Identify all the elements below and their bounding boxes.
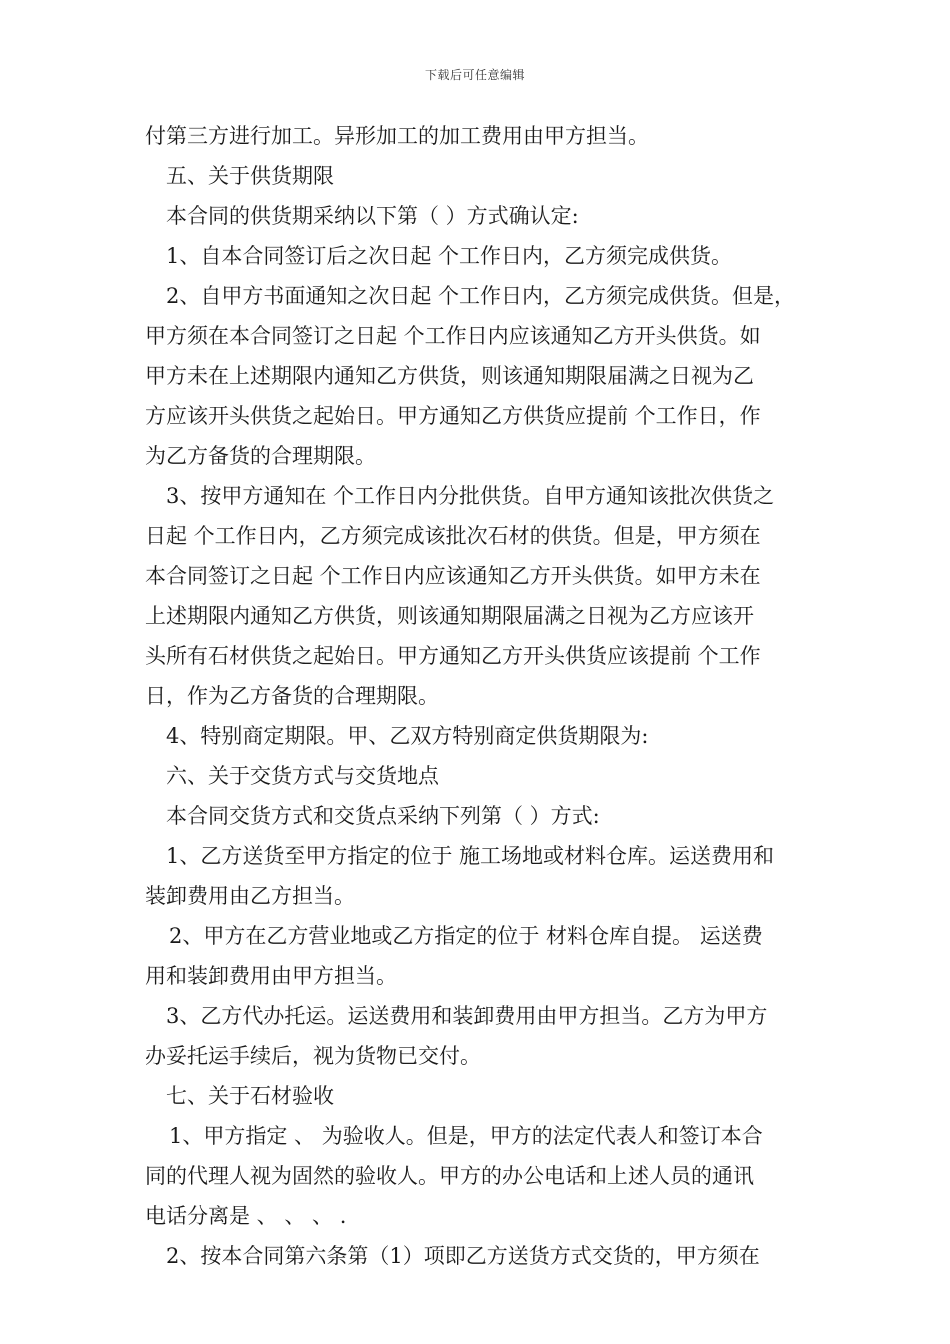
- list-item-4: 4、特别商定期限。甲、乙双方特别商定供货期限为:: [166, 724, 649, 748]
- list-item-2: 2、甲方在乙方营业地或乙方指定的位于 材料仓库自提。 运送费: [169, 924, 763, 948]
- paragraph-line: 甲方未在上述期限内通知乙方供货，则该通知期限届满之日视为乙: [145, 364, 754, 388]
- paragraph-line: 日起 个工作日内，乙方须完成该批次石材的供货。但是，甲方须在: [145, 524, 761, 548]
- paragraph-line: 本合同签订之日起 个工作日内应该通知乙方开头供货。如甲方未在: [145, 564, 761, 588]
- list-item-1: 1、甲方指定 、 为验收人。但是，甲方的法定代表人和签订本合: [169, 1124, 763, 1148]
- list-item-3: 3、按甲方通知在 个工作日内分批供货。自甲方通知该批次供货之: [166, 484, 775, 508]
- paragraph-line: 装卸费用由乙方担当。: [145, 884, 355, 908]
- list-item-3: 3、乙方代办托运。运送费用和装卸费用由甲方担当。乙方为甲方: [166, 1004, 768, 1028]
- list-item-1: 1、自本合同签订后之次日起 个工作日内，乙方须完成供货。: [166, 244, 733, 268]
- paragraph-line: 本合同的供货期采纳以下第（ ）方式确认定:: [166, 204, 579, 228]
- document-body: [145, 116, 825, 1276]
- paragraph-line: 方应该开头供货之起始日。甲方通知乙方供货应提前 个工作日，作: [145, 404, 761, 428]
- paragraph-line: 用和装卸费用由甲方担当。: [145, 964, 397, 988]
- paragraph-line: 为乙方备货的合理期限。: [145, 444, 376, 468]
- list-item-1: 1、乙方送货至甲方指定的位于 施工场地或材料仓库。运送费用和: [166, 844, 775, 868]
- paragraph-line: 办妥托运手续后，视为货物已交付。: [145, 1044, 481, 1068]
- paragraph-line: 头所有石材供货之起始日。甲方通知乙方开头供货应该提前 个工作: [145, 644, 761, 668]
- list-item-2: 2、自甲方书面通知之次日起 个工作日内，乙方须完成供货。但是，: [166, 284, 796, 308]
- section-heading-6: 六、关于交货方式与交货地点: [166, 764, 439, 788]
- paragraph-line: 本合同交货方式和交货点采纳下列第（ ）方式:: [166, 804, 600, 828]
- paragraph-line: 电话分离是 、 、 、 .: [145, 1204, 347, 1228]
- section-heading-5: 五、关于供货期限: [166, 164, 334, 188]
- list-item-2: 2、按本合同第六条第（1）项即乙方送货方式交货的，甲方须在: [166, 1244, 760, 1268]
- paragraph-line: 甲方须在本合同签订之日起 个工作日内应该通知乙方开头供货。如: [145, 324, 761, 348]
- paragraph-line: 上述期限内通知乙方供货，则该通知期限届满之日视为乙方应该开: [145, 604, 754, 628]
- paragraph-line: 付第三方进行加工。异形加工的加工费用由甲方担当。: [145, 124, 649, 148]
- paragraph-line: 日，作为乙方备货的合理期限。: [145, 684, 439, 708]
- section-heading-7: 七、关于石材验收: [166, 1084, 334, 1108]
- paragraph-line: 同的代理人视为固然的验收人。甲方的办公电话和上述人员的通讯: [145, 1164, 754, 1188]
- page-header-note: 下载后可任意编辑: [424, 68, 525, 82]
